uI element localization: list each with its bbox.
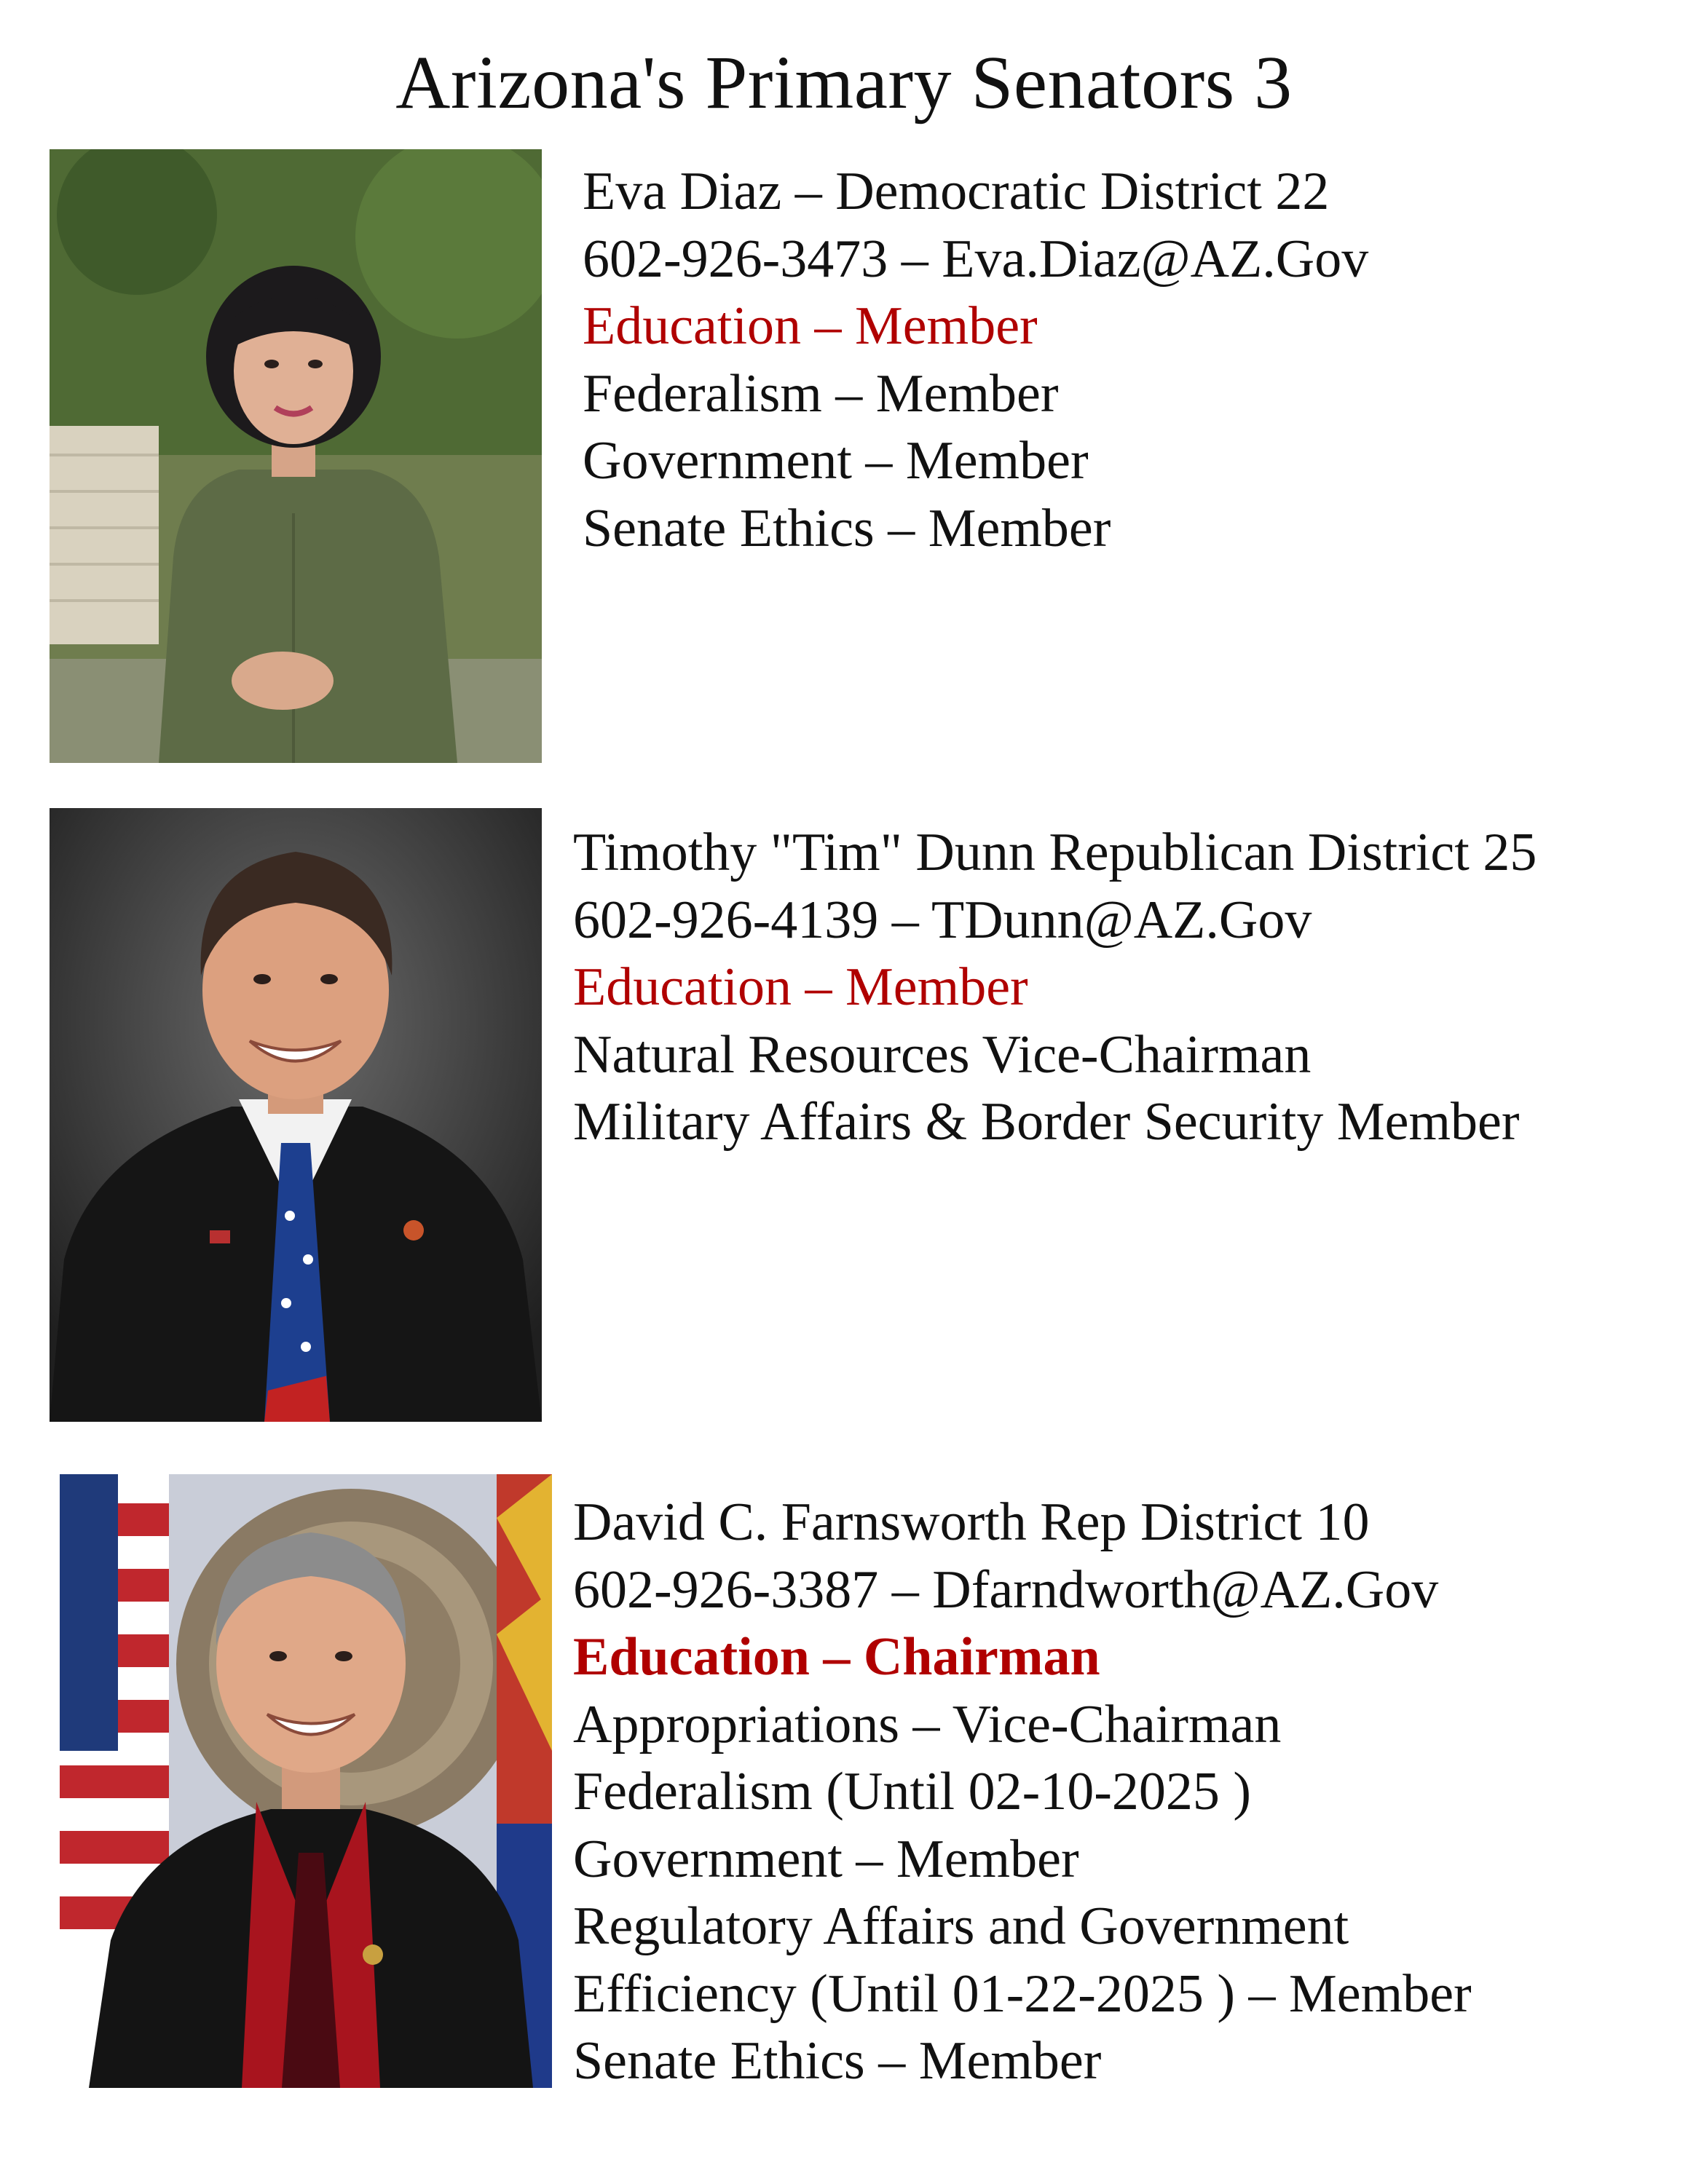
- senator-name-district: Eva Diaz – Democratic District 22: [583, 162, 1330, 221]
- senator-name-district: Timothy "Tim" Dunn Republican District 25: [573, 823, 1537, 882]
- committee-education: Education – Chairman: [573, 1627, 1100, 1687]
- committee-line: Government – Member: [573, 1829, 1079, 1889]
- committee-line: Military Affairs & Border Security Member: [573, 1092, 1520, 1152]
- committee-education: Education – Member: [573, 957, 1028, 1017]
- committee-education: Education – Member: [583, 296, 1038, 356]
- senator-info-eva-diaz: [583, 158, 1368, 562]
- senator-photo-timothy-dunn: [50, 808, 542, 1422]
- senator-info-david-farnsworth: [573, 1489, 1472, 2095]
- senator-info-timothy-dunn: [573, 819, 1537, 1156]
- page-title: Arizona's Primary Senators 3: [395, 41, 1293, 124]
- committee-line: Regulatory Affairs and Government: [573, 1896, 1349, 1956]
- committee-line: Federalism (Until 02-10-2025 ): [573, 1762, 1251, 1821]
- senator-photo-eva-diaz: [50, 149, 542, 763]
- committee-line: Senate Ethics – Member: [573, 2031, 1102, 2091]
- senator-contact: 602-926-4139 – TDunn@AZ.Gov: [573, 890, 1312, 950]
- committee-line: Natural Resources Vice-Chairman: [573, 1024, 1312, 1085]
- senator-contact: 602-926-3387 – Dfarndworth@AZ.Gov: [573, 1559, 1439, 1620]
- committee-line: Appropriations – Vice-Chairman: [573, 1694, 1282, 1754]
- senator-contact: 602-926-3473 – Eva.Diaz@AZ.Gov: [583, 229, 1369, 289]
- committee-line: Efficiency (Until 01-22-2025 ) – Member: [573, 1963, 1472, 2024]
- committee-line: Senate Ethics – Member: [583, 498, 1111, 558]
- senator-photo-david-farnsworth: [60, 1474, 552, 2088]
- senator-name-district: David C. Farnsworth Rep District 10: [573, 1492, 1370, 1552]
- committee-line: Government – Member: [583, 431, 1089, 491]
- committee-line: Federalism – Member: [583, 363, 1059, 424]
